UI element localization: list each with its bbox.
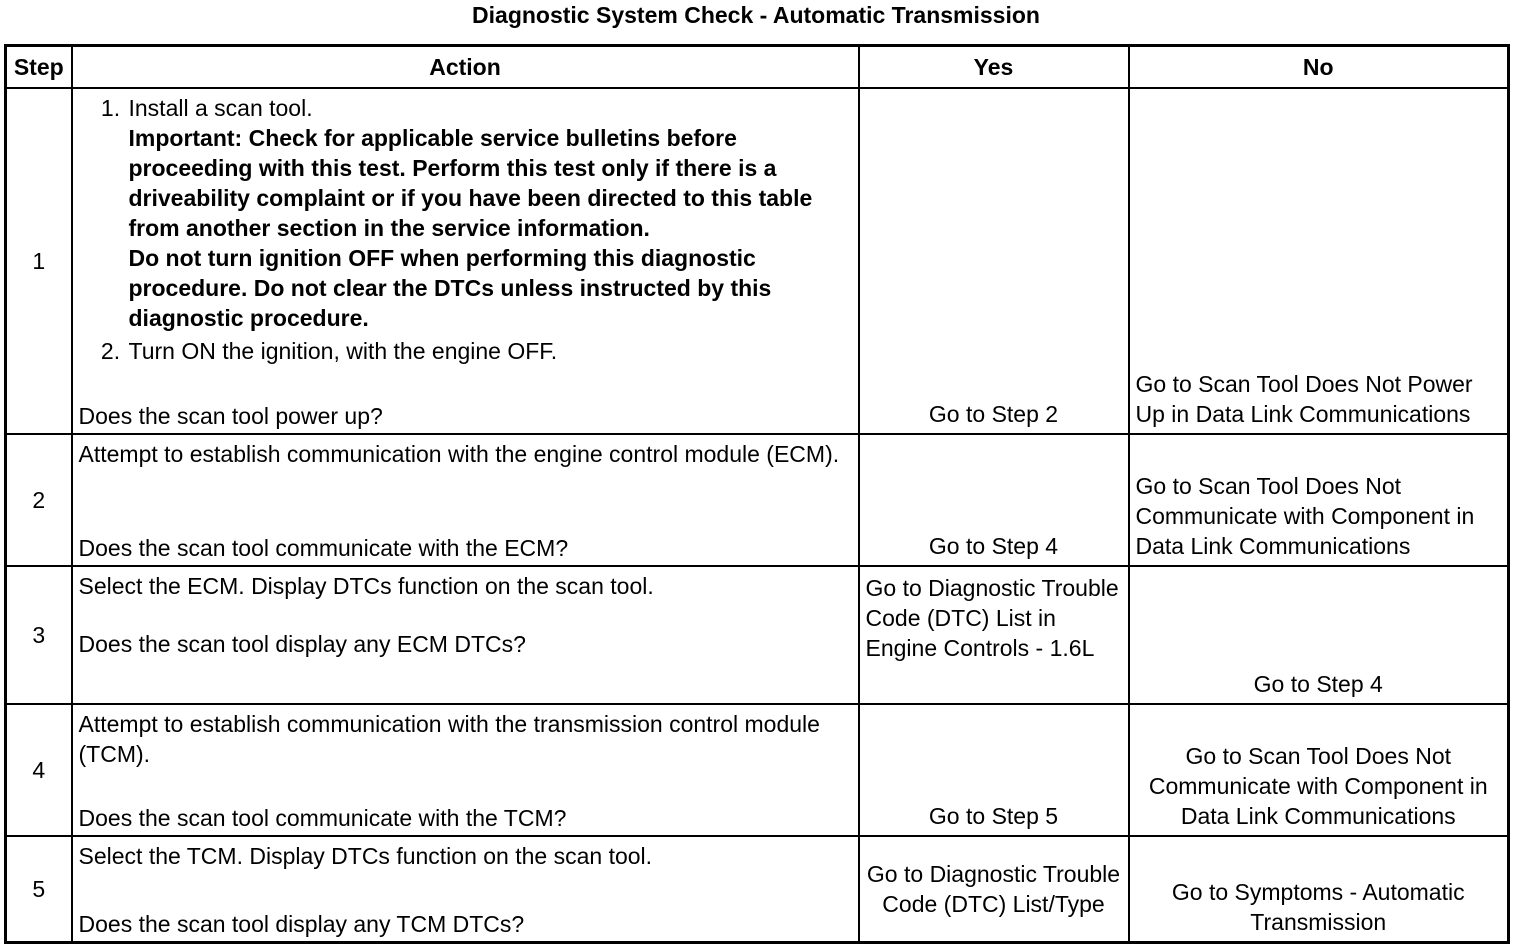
list-item — [127, 336, 852, 366]
yes-cell: Go to Step 5 — [859, 704, 1129, 836]
table-row — [6, 88, 1509, 434]
action-cell — [72, 88, 859, 434]
action-text: Attempt to establish communication with the transmission control module (TCM). — [78, 711, 820, 767]
no-cell: Go to Scan Tool Does Not Communicate with Component in Data Link Communications — [1129, 434, 1509, 566]
header-action: Action — [72, 46, 859, 89]
step-number: 2 — [6, 434, 72, 566]
step-number: 3 — [6, 566, 72, 704]
header-no: No — [1129, 46, 1509, 89]
no-cell: Go to Scan Tool Does Not Power Up in Data Link Communications — [1129, 88, 1509, 434]
header-step: Step — [6, 46, 72, 89]
action-text: Select the TCM. Display DTCs function on the scan tool. — [78, 843, 653, 869]
yes-cell: Go to Diagnostic Trouble Code (DTC) List in Engine Controls - 1.6L — [859, 566, 1129, 704]
no-cell: Go to Step 4 — [1129, 566, 1509, 704]
action-step-text: 1. Install a scan tool. — [128, 95, 313, 121]
no-cell: Go to Symptoms - Automatic Transmission — [1129, 836, 1509, 943]
yes-cell: Go to Step 4 — [859, 434, 1129, 566]
no-cell: Go to Scan Tool Does Not Communicate with Component in Data Link Communications — [1129, 704, 1509, 836]
table-row — [6, 704, 1509, 836]
action-cell — [72, 704, 859, 836]
action-step-text: Turn ON the ignition, with the engine OFF. — [128, 338, 558, 364]
action-text: Attempt to establish communication with the engine control module (ECM). — [78, 441, 840, 467]
important-note-2: Do not turn ignition OFF when performing this diagnostic procedure. Do not clear the DTCs unless instructed by this diagnostic procedure. — [128, 245, 772, 331]
action-cell — [72, 434, 859, 566]
question-text: Does the scan tool communicate with the TCM? — [78, 805, 567, 831]
action-cell — [72, 836, 859, 943]
question-text: Does the scan tool communicate with the ECM? — [78, 535, 569, 561]
header-row — [6, 46, 1509, 89]
table-row — [6, 566, 1509, 704]
question-text: Does the scan tool display any ECM DTCs? — [78, 631, 526, 657]
diagnostic-table — [4, 44, 1510, 944]
question-text: Does the scan tool display any TCM DTCs? — [78, 911, 525, 937]
yes-cell: Go to Step 2 — [859, 88, 1129, 434]
yes-cell: Go to Diagnostic Trouble Code (DTC) List/Type — [859, 836, 1129, 943]
step-number: 5 — [6, 836, 72, 943]
table-row — [6, 434, 1509, 566]
action-text: Select the ECM. Display DTCs function on the scan tool. — [78, 573, 654, 599]
step-number: 1 — [6, 88, 72, 434]
step-number: 4 — [6, 704, 72, 836]
question-text: Does the scan tool power up? — [78, 403, 383, 429]
table-row — [6, 836, 1509, 943]
important-note: Important: Check for applicable service bulletins before proceeding with this test. Perform this test only if there is a driveability complaint or if you have been directed to this table from another section in the service information. — [128, 125, 813, 241]
list-item — [127, 93, 852, 333]
header-yes: Yes — [859, 46, 1129, 89]
action-cell — [72, 566, 859, 704]
page-title: Diagnostic System Check - Automatic Transmission — [472, 2, 1040, 28]
action-steps-list — [79, 89, 852, 366]
